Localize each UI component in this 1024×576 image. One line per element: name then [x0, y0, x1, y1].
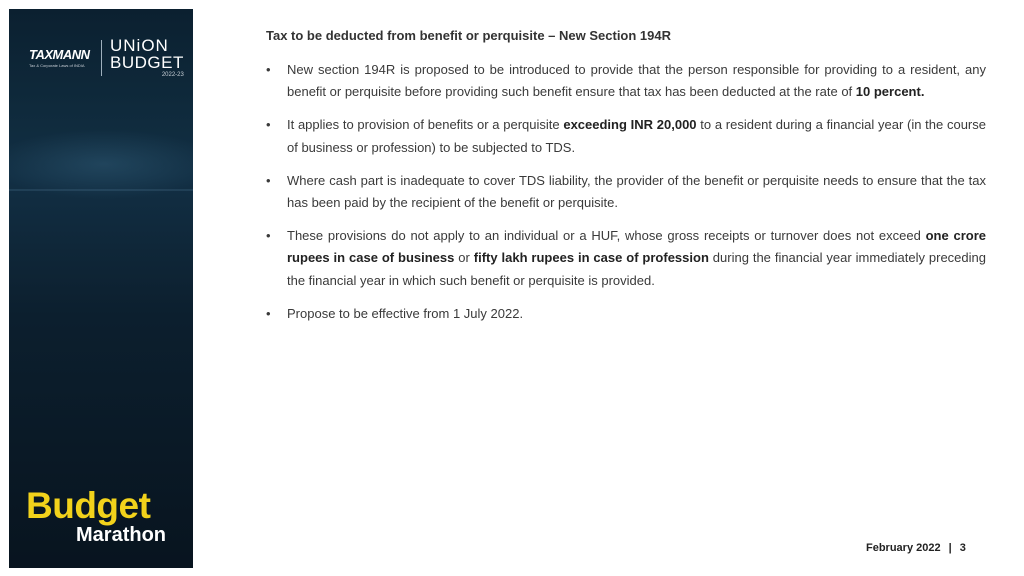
bullet-item: • Propose to be effective from 1 July 2022. — [266, 303, 986, 325]
slide-footer — [866, 542, 966, 554]
logo-row — [29, 37, 184, 78]
union-text: UNiON — [110, 36, 169, 55]
footer-separator: | — [948, 542, 952, 554]
bullet-item: • Where cash part is inadequate to cover TDS liability, the provider of the benefit or perquisite needs to ensure that the tax has been paid by the recipient of the benefit or perquisite. — [266, 170, 986, 214]
taxmann-logo — [29, 47, 97, 68]
bullet-list — [266, 59, 986, 325]
budget-marathon-brand — [26, 487, 166, 546]
bullet-item: • It applies to provision of benefits or a perquisite exceeding INR 20,000 to a resident during a financial year (in the course of business or profession) to be subjected to TDS. — [266, 114, 986, 158]
background-streak — [9, 189, 193, 191]
union-budget-logo — [110, 37, 184, 78]
brand-marathon: Marathon — [76, 524, 166, 546]
budget-year: 2022-23 — [161, 72, 184, 78]
bullet-dot: • — [266, 62, 271, 77]
taxmann-tagline: Tax & Corporate Laws of INDIA — [29, 63, 85, 68]
bullet-item: • These provisions do not apply to an individual or a HUF, whose gross receipts or turnover does not exceed one crore rupees in case of business or fifty lakh rupees in case of profession during the financial year immediately preceding the financial year in which such benefit or perquisite is provided. — [266, 225, 986, 292]
sidebar-banner — [9, 9, 193, 568]
slide-title: Tax to be deducted from benefit or perquisite – New Section 194R — [266, 28, 672, 43]
slide-content — [266, 28, 986, 336]
bullet-item: • New section 194R is proposed to be introduced to provide that the person responsible for providing to a resident, any benefit or perquisite before providing such benefit ensure that tax has been deducted at the rate of 10 percent. — [266, 59, 986, 103]
brand-budget: Budget — [26, 485, 151, 526]
page-number: 3 — [959, 542, 966, 554]
taxmann-logo-text: TAXMANN — [29, 47, 90, 62]
bullet-dot: • — [266, 117, 271, 133]
bullet-dot: • — [266, 305, 271, 321]
footer-date: February 2022 — [866, 542, 941, 554]
bullet-dot: • — [266, 228, 271, 244]
budget-text: BUDGET — [110, 53, 184, 72]
logo-divider — [101, 40, 102, 76]
bullet-dot: • — [266, 172, 271, 188]
